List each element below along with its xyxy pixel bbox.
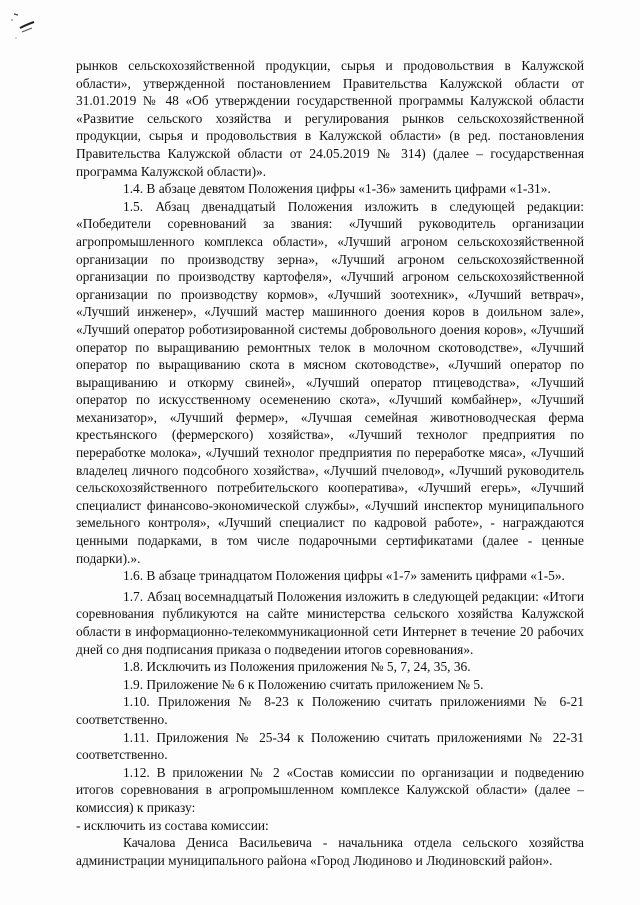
paragraph-1-7: 1.7. Абзац восемнадцатый Положения изложить в следующей редакции: «Итоги соревнования публикуются на сайте министерства сельского хозяйства Калужской области в информационно-телекоммуникационной сети Интернет в течение 20 рабочих дней со дня подписания приказа о подведении итогов соревнования». bbox=[76, 588, 584, 657]
scan-artifact-mark bbox=[4, 6, 44, 46]
paragraph-continuation: рынков сельскохозяйственной продукции, сырья и продовольствия в Калужской области», утвержденной постановлением Правительства Калужской области от 31.01.2019 № 48 «Об утверждении государственной программы Калужской области «Развитие сельского хозяйства и регулирования рынков сельскохозяйственной продукции, сырья и продовольствия в Калужской области» (в ред. постановления Правительства Калужской области от 24.05.2019 № 314) (далее – государственная программа Калужской области)». bbox=[76, 58, 584, 179]
paragraph-member-entry: Качалова Дениса Васильевича - начальника отдела сельского хозяйства администрации муниципального района «Город Людиново и Людиновский район». bbox=[76, 835, 584, 868]
paragraph-1-8: 1.8. Исключить из Положения приложения № 5, 7, 24, 35, 36. bbox=[123, 659, 471, 675]
paragraph-1-9: 1.9. Приложение № 6 к Положению считать приложением № 5. bbox=[123, 676, 484, 692]
document-body bbox=[76, 57, 584, 869]
paragraph-1-12: 1.12. В приложении № 2 «Состав комиссии по организации и подведению итогов соревнования в агропромышленном комплексе Калужской области» (далее – комиссия) к приказу: bbox=[76, 764, 584, 815]
paragraph-1-11: 1.11. Приложения № 25-34 к Положению считать приложениями № 22-31 соответственно. bbox=[76, 729, 584, 763]
paragraph-1-5: 1.5. Абзац двенадцатый Положения изложить в следующей редакции: «Победители соревнований за звания: «Лучший руководитель организации агропромышленного комплекса области», «Лучший агроном сельскохозяйственной организации по производству зерна», «Лучший агроном сельскохозяйственной организации по производству картофеля», «Лучший агроном сельскохозяйственной организации по производству кормов», «Лучший зоотехник», «Лучший ветврач», «Лучший инженер», «Лучший мастер машинного доения коров в доильном зале», «Лучший оператор роботизированной системы добровольного доения коров», «Лучший оператор по выращиванию ремонтных телок в молочном скотоводстве», «Лучший оператор по выращиванию скота в мясном скотоводстве», «Лучший оператор по выращиванию и откорму свиней», «Лучший оператор птицеводства», «Лучший оператор по искусственному осеменению скота», «Лучший комбайнер», «Лучший механизатор», «Лучший фермер», «Лучшая семейная животноводческая ферма крестьянского (фермерского) хозяйства», «Лучший технолог предприятия по переработке молока», «Лучший технолог предприятия по переработке мяса», «Лучший владелец личного подсобного хозяйства», «Лучший пчеловод», «Лучший руководитель сельскохозяйственного потребительского кооператива», «Лучший егерь», «Лучший специалист финансово-экономической службы», «Лучший инспектор муниципального земельного контроля», «Лучший специалист по кадровой работе», - награждаются ценными подарками, в том числе подарочными сертификатами (далее - ценные подарки).». bbox=[76, 198, 584, 566]
paragraph-1-10: 1.10. Приложения № 8-23 к Положению считать приложениями № 6-21 соответственно. bbox=[76, 694, 584, 727]
paragraph-1-6: 1.6. В абзаце тринадцатом Положения цифры «1-7» заменить цифрами «1-5». bbox=[123, 568, 565, 584]
paragraph-1-4: 1.4. В абзаце девятом Положения цифры «1-36» заменить цифрами «1-31». bbox=[123, 181, 551, 197]
paragraph-exclude-list: - исключить из состава комиссии: bbox=[76, 817, 269, 833]
